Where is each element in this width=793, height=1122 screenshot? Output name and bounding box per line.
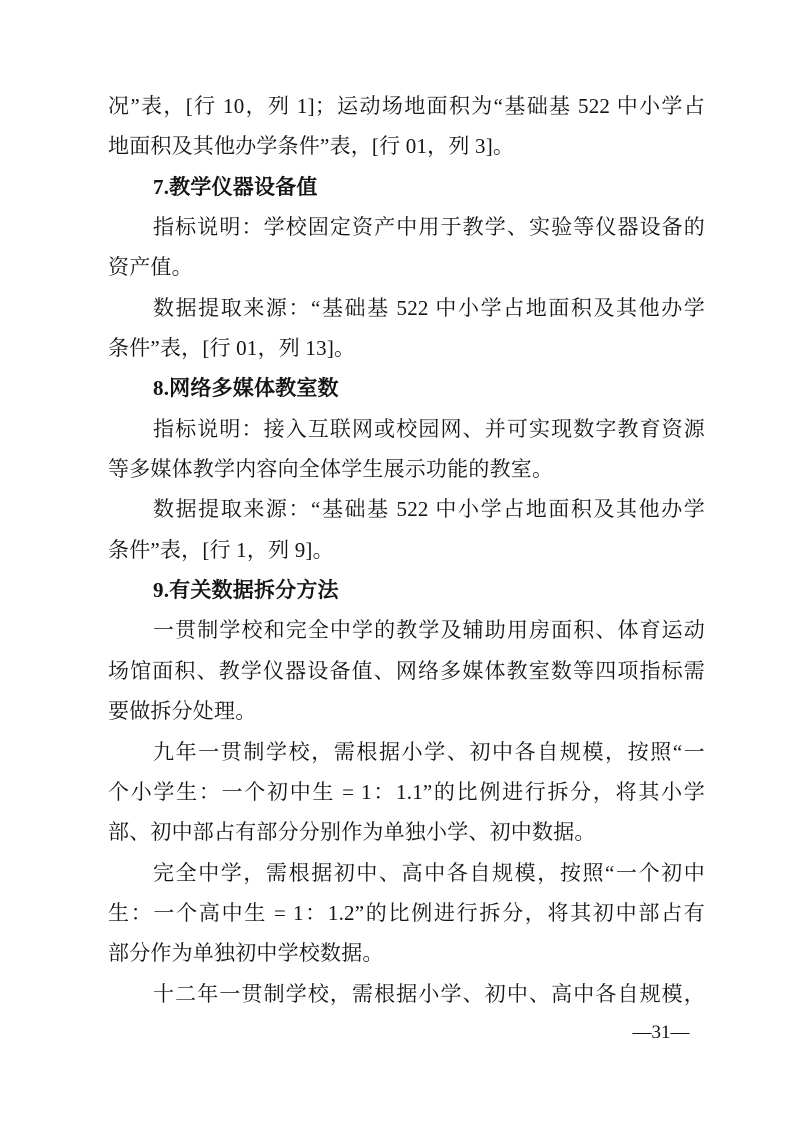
section-heading: 9.有关数据拆分方法 bbox=[153, 578, 339, 603]
section-heading: 8.网络多媒体教室数 bbox=[153, 376, 339, 401]
text-line: 等多媒体教学内容向全体学生展示功能的教室。 bbox=[108, 457, 554, 482]
text-line: 部分作为单独初中学校数据。 bbox=[108, 941, 384, 966]
text-line: 部、初中部占有部分分别作为单独小学、初中数据。 bbox=[108, 820, 596, 845]
text-line: 条件”表，[行 1，列 9]。 bbox=[108, 537, 334, 562]
text-line: 九年一贯制学校，需根据小学、初中各自规模，按照“一 bbox=[153, 739, 705, 764]
section-heading: 7.教学仪器设备值 bbox=[153, 174, 318, 199]
text-line: 资产值。 bbox=[108, 255, 193, 280]
text-line: 十二年一贯制学校，需根据小学、初中、高中各自规模， bbox=[153, 981, 705, 1006]
text-line: 场馆面积、教学仪器设备值、网络多媒体教室数等四项指标需 bbox=[108, 658, 705, 683]
text-line: 地面积及其他办学条件”表，[行 01，列 3]。 bbox=[108, 134, 515, 159]
text-line: 个小学生：一个初中生 = 1：1.1”的比例进行拆分，将其小学 bbox=[108, 779, 705, 804]
text-line: 指标说明：学校固定资产中用于教学、实验等仪器设备的 bbox=[153, 215, 705, 240]
text-line: 数据提取来源：“基础基 522 中小学占地面积及其他办学 bbox=[153, 295, 705, 320]
text-line: 况”表，[行 10，列 1]；运动场地面积为“基础基 522 中小学占 bbox=[108, 94, 705, 118]
text-line: 数据提取来源：“基础基 522 中小学占地面积及其他办学 bbox=[153, 497, 705, 522]
document-body bbox=[108, 86, 705, 1014]
text-line: 要做拆分处理。 bbox=[108, 699, 257, 724]
text-line: 一贯制学校和完全中学的教学及辅助用房面积、体育运动 bbox=[153, 618, 705, 643]
page-number: —31— bbox=[632, 1022, 690, 1043]
text-line: 条件”表，[行 01，列 13]。 bbox=[108, 336, 356, 361]
text-line: 完全中学，需根据初中、高中各自规模，按照“一个初中 bbox=[153, 860, 705, 885]
text-line: 生：一个高中生 = 1：1.2”的比例进行拆分，将其初中部占有 bbox=[108, 900, 705, 925]
text-line: 指标说明：接入互联网或校园网、并可实现数字教育资源 bbox=[153, 416, 705, 441]
